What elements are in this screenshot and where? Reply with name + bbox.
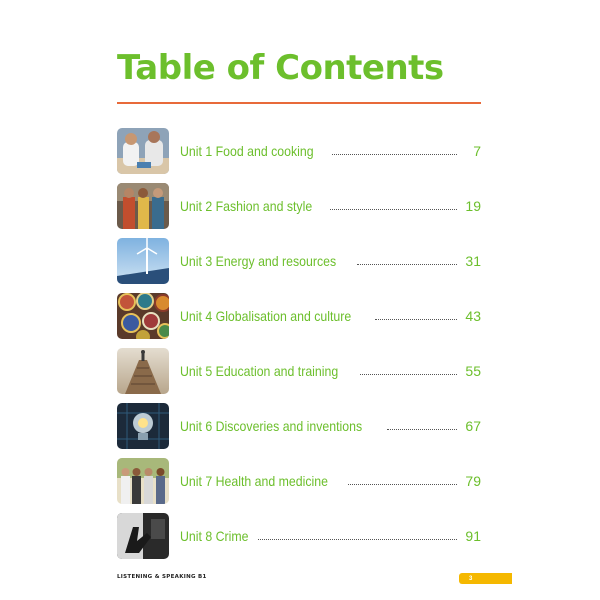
toc-entry-unit-8[interactable] <box>117 513 481 559</box>
toc-entry-unit-2[interactable] <box>117 183 481 229</box>
dot-leader <box>360 374 457 375</box>
toc-label: Unit 8 Crime <box>180 528 249 544</box>
toc-label: Unit 1 Food and cooking <box>180 143 314 159</box>
food-photo <box>117 128 169 174</box>
toc-entry-unit-6[interactable] <box>117 403 481 449</box>
toc-label: Unit 3 Energy and resources <box>180 253 337 269</box>
toc-label: Unit 7 Health and medicine <box>180 473 328 489</box>
lightbulb-photo <box>117 403 169 449</box>
toc-label: Unit 5 Education and training <box>180 363 339 379</box>
wind-turbine-photo <box>117 238 169 284</box>
hand-shadow-photo <box>117 513 169 559</box>
page-number-tab <box>459 573 512 584</box>
toc-page-number: 55 <box>465 363 481 379</box>
stairs-photo <box>117 348 169 394</box>
page-title: Table of Contents <box>117 48 444 88</box>
toc-page-number: 43 <box>465 308 481 324</box>
toc-label: Unit 2 Fashion and style <box>180 198 313 214</box>
toc-entry-unit-5[interactable] <box>117 348 481 394</box>
fashion-photo <box>117 183 169 229</box>
toc-entry-unit-4[interactable] <box>117 293 481 339</box>
toc-page-number: 19 <box>465 198 481 214</box>
toc-entry-unit-3[interactable] <box>117 238 481 284</box>
group-photo <box>117 458 169 504</box>
toc-label: Unit 6 Discoveries and inventions <box>180 418 363 434</box>
dot-leader <box>375 319 457 320</box>
toc-entry-unit-7[interactable] <box>117 458 481 504</box>
dot-leader <box>332 154 457 155</box>
toc-entry-unit-1[interactable] <box>117 128 481 174</box>
toc-page-number: 7 <box>473 143 481 159</box>
toc-page-number: 31 <box>465 253 481 269</box>
page-number: 3 <box>469 575 473 582</box>
dot-leader <box>348 484 457 485</box>
dot-leader <box>387 429 457 430</box>
footer-book-title: LISTENING & SPEAKING B1 <box>117 574 207 580</box>
dot-leader <box>330 209 457 210</box>
title-divider <box>117 102 481 104</box>
toc-page-number: 91 <box>465 528 481 544</box>
dot-leader <box>258 539 457 540</box>
toc-page-number: 67 <box>465 418 481 434</box>
dot-leader <box>357 264 457 265</box>
toc-label: Unit 4 Globalisation and culture <box>180 308 352 324</box>
toc-page-number: 79 <box>465 473 481 489</box>
plates-photo <box>117 293 169 339</box>
